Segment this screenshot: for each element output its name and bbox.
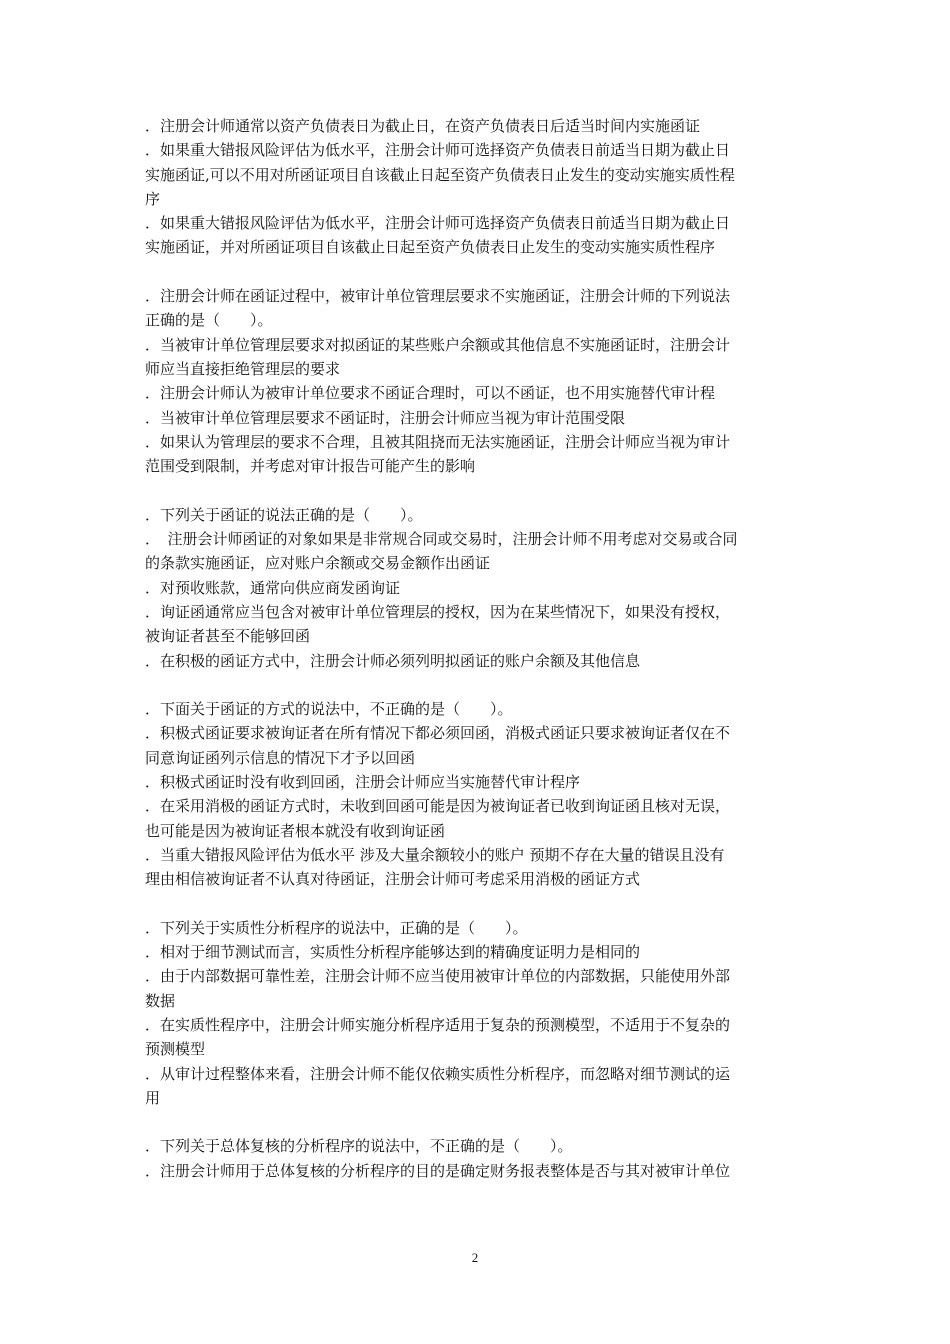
text-line: ．注册会计师用于总体复核的分析程序的目的是确定财务报表整体是否与其对被审计单位 <box>145 1161 731 1180</box>
text-line: ．当被审计单位管理层要求对拟函证的某些账户余额或其他信息不实施函证时，注册会计 <box>145 335 731 354</box>
text-line: 数据 <box>145 991 176 1010</box>
text-line: ．在采用消极的函证方式时，未收到回函可能是因为被询证者已收到询证函且核对无误， <box>145 797 731 816</box>
text-line: ．下列关于函证的说法正确的是（ ）。 <box>145 505 423 524</box>
text-line: 范围受到限制，并考虑对审计报告可能产生的影响 <box>145 457 476 476</box>
blank-line <box>145 260 810 284</box>
text-line: ．当重大错报风险评估为低水平 涉及大量余额较小的账户 预期不存在大量的错误且没有 <box>145 845 725 864</box>
text-line: 实施函证，并对所函证项目自该截止日起至资产负债表日止发生的变动实施实质性程序 <box>145 238 716 257</box>
text-line: ．相对于细节测试而言，实质性分析程序能够达到的精确度证明力是相同的 <box>145 943 641 962</box>
text-line: ．如果认为管理层的要求不合理，且被其阻挠而无法实施函证，注册会计师应当视为审计 <box>145 432 731 451</box>
text-line: ．下面关于函证的方式的说法中，不正确的是（ ）。 <box>145 700 513 719</box>
text-line: ．如果重大错报风险评估为低水平，注册会计师可选择资产负债表日前适当日期为截止日 <box>145 141 731 160</box>
text-line: ．询证函通常应当包含对被审计单位管理层的授权，因为在某些情况下，如果没有授权， <box>145 602 731 621</box>
text-line: ．注册会计师通常以资产负债表日为截止日，在资产负债表日后适当时间内实施函证 <box>145 117 701 135</box>
text-line: 预测模型 <box>145 1040 206 1059</box>
text-line: ．在积极的函证方式中，注册会计师必须列明拟函证的账户余额及其他信息 <box>145 651 641 670</box>
blank-line <box>145 673 810 697</box>
text-line: 的条款实施函证，应对账户余额或交易金额作出函证 <box>145 554 491 573</box>
text-line: ．积极式函证时没有收到回函，注册会计师应当实施替代审计程序 <box>145 773 581 792</box>
text-line: 同意询证函列示信息的情况下才予以回函 <box>145 748 416 767</box>
text-line: ．下列关于实质性分析程序的说法中，正确的是（ ）。 <box>145 918 528 937</box>
blank-line <box>145 892 810 916</box>
text-line: ．注册会计师认为被审计单位要求不函证合理时，可以不函证，也不用实施替代审计程 <box>145 384 716 403</box>
text-line: 理由相信被询证者不认真对待函证，注册会计师可考虑采用消极的函证方式 <box>145 870 641 889</box>
text-line: ．对预收账款，通常向供应商发函询证 <box>145 578 401 597</box>
text-line: 也可能是因为被询证者根本就没有收到询证函 <box>145 821 446 840</box>
text-line: ．从审计过程整体来看，注册会计师不能仅依赖实质性分析程序，而忽略对细节测试的运 <box>145 1064 731 1083</box>
text-line: ． 注册会计师函证的对象如果是非常规合同或交易时，注册会计师不用考虑对交易或合同 <box>145 530 738 549</box>
text-line: ．当被审计单位管理层要求不函证时，注册会计师应当视为审计范围受限 <box>145 408 626 427</box>
text-line: 用 <box>145 1088 161 1107</box>
text-line: 被询证者甚至不能够回函 <box>145 627 311 646</box>
text-line: ．注册会计师在函证过程中，被审计单位管理层要求不实施函证，注册会计师的下列说法 <box>145 287 731 306</box>
text-line: 实施函证,可以不用对所函证项目自该截止日起至资产负债表日止发生的变动实施实质性程 <box>145 165 735 184</box>
text-line: 正确的是（ ）。 <box>145 311 273 330</box>
text-line: ．积极式函证要求被询证者在所有情况下都必须回函，消极式函证只要求被询证者仅在不 <box>145 724 731 743</box>
page-number: 2 <box>471 1250 479 1265</box>
text-line: ．下列关于总体复核的分析程序的说法中，不正确的是（ ）。 <box>145 1137 573 1156</box>
blank-line <box>145 478 810 502</box>
document-body <box>145 114 810 1183</box>
text-line: 师应当直接拒绝管理层的要求 <box>145 359 341 378</box>
text-line: 序 <box>145 189 161 208</box>
blank-line <box>145 1110 810 1134</box>
text-line: ．在实质性程序中，注册会计师实施分析程序适用于复杂的预测模型，不适用于不复杂的 <box>145 1015 731 1034</box>
text-line: ．如果重大错报风险评估为低水平，注册会计师可选择资产负债表日前适当日期为截止日 <box>145 214 731 233</box>
text-line: ．由于内部数据可靠性差，注册会计师不应当使用被审计单位的内部数据，只能使用外部 <box>145 967 731 986</box>
